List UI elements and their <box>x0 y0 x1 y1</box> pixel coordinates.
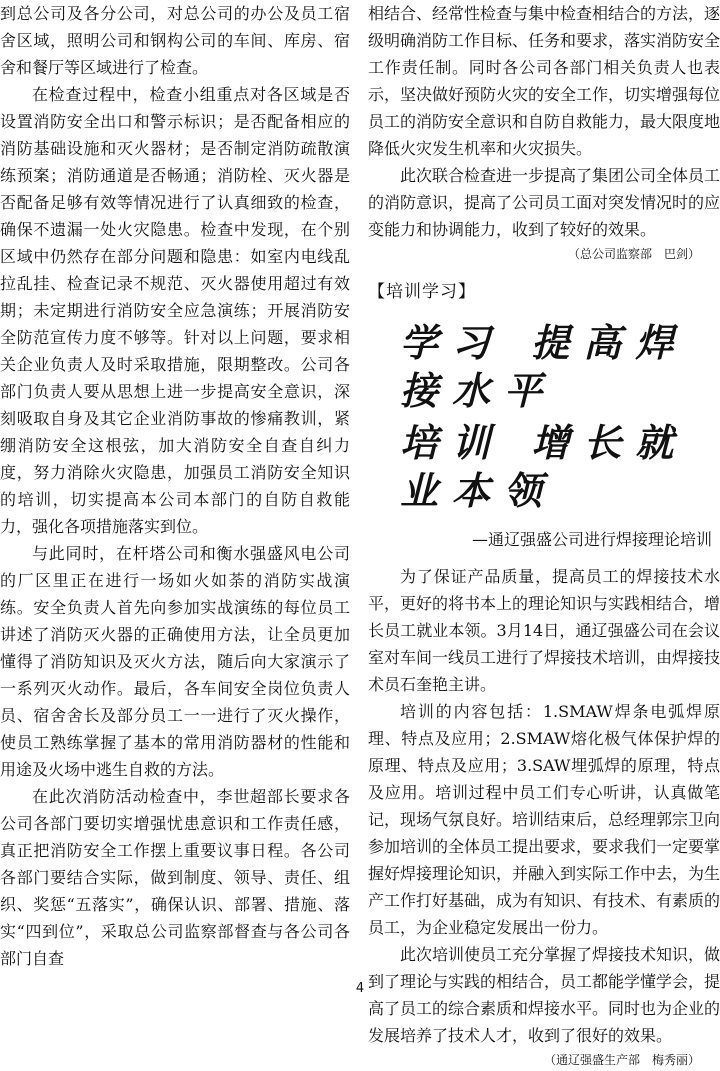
headline-line-1: 学习 提高焊接水平 <box>400 320 688 413</box>
right-paragraph-5: 此次培训使员工充分掌握了焊接技术知识，做到了理论与实践的相结合，员工都能学懂学会，提高了员工的综合素质和焊接水平。同时也为企业的发展培养了技术人才，收到了很好的效果。 <box>368 945 720 1045</box>
left-paragraph-3: 与此同时，在杆塔公司和衡水强盛风电公司的厂区里正在进行一场如火如荼的消防实战演练。安全负责人首先向参加实战演练的每位员工讲述了消防灭火器的正确使用方法，让全员更加懂得了消防知识及灭火方法，随后向大家演示了一系列灭火动作。最后，各车间安全岗位负责人员、宿舍舍长及部分员工一一进行了灭火操作，使员工熟练掌握了基本的常用消防器材的性能和用途及火场中逃生自救的方法。 <box>0 544 350 779</box>
right-paragraph-1: 相结合、经常性检查与集中检查相结合的方法，逐级明确消防工作目标、任务和要求，落实消防安全工作责任制。同时各公司各部门相关负责人也表示，坚决做好预防火灾的安全工作，切实增强每位员工的消防安全意识和自防自救能力，最大限度地降低火灾发生机率和火灾损失。 <box>368 4 720 158</box>
article-subtitle: —通辽强盛公司进行焊接理论培训 <box>471 530 712 549</box>
left-column <box>0 0 350 972</box>
page-number: 4 <box>355 981 365 996</box>
left-paragraph-4: 在此次消防活动检查中，李世超部长要求各公司各部门要切实增强忧患意识和工作责任感，真正把消防安全工作摆上重要议事日程。各公司各部门要结合实际，做到制度、领导、责任、组织、奖惩“五落实”，确保认识、部署、措施、落实“四到位”，采取总公司监察部督查与各公司各部门自查 <box>0 787 350 968</box>
headline-line-2: 培训 增长就业本领 <box>400 420 688 513</box>
section-tag: 【培训学习】 <box>368 282 476 302</box>
article-credit-1: （总公司监察部 巴剑） <box>567 247 700 261</box>
right-column <box>368 0 720 1071</box>
right-paragraph-3: 为了保证产品质量，提高员工的焊接技术水平，更好的将书本上的理论知识与实践相结合，增长员工就业本领。3月14日，通辽强盛公司在会议室对车间一线员工进行了焊接技术培训，由焊接技术员石奎艳主讲。 <box>368 567 720 694</box>
left-paragraph-2: 在检查过程中，检查小组重点对各区域是否设置消防安全出口和警示标识；是否配备相应的消防基础设施和灭火器材；是否制定消防疏散演练预案；消防通道是否畅通；消防栓、灭火器是否配备足够有效等情况进行了认真细致的检查，确保不遗漏一处火灾隐患。检查中发现，在个别区域中仍然存在部分问题和隐患：如室内电线乱拉乱挂、检查记录不规范、灭火器使用超过有效期；未定期进行消防安全应急演练；开展消防安全防范宣传力度不够等。针对以上问题，要求相关企业负责人及时采取措施，限期整改。公司各部门负责人要从思想上进一步提高安全意识，深刻吸取自身及其它企业消防事故的惨痛教训，紧绷消防安全这根弦，加大消防安全自查自纠力度，努力消除火灾隐患，加强员工消防安全知识的培训，切实提高本公司本部门的自防自救能力，强化各项措施落实到位。 <box>0 85 350 536</box>
right-paragraph-2: 此次联合检查进一步提高了集团公司全体员工的消防意识，提高了公司员工面对突发情况时的应变能力和协调能力，收到了较好的效果。 <box>368 166 720 239</box>
left-paragraph-1: 到总公司及各分公司，对总公司的办公及员工宿舍区域，照明公司和钢构公司的车间、库房、宿舍和餐厅等区域进行了检查。 <box>0 4 350 77</box>
right-paragraph-4: 培训的内容包括：1.SMAW焊条电弧焊原理、特点及应用；2.SMAW熔化极气体保护焊的原理、特点及应用；3.SAW埋弧焊的原理，特点及应用。培训过程中员工们专心听讲，认真做笔记，现场气氛良好。培训结束后，总经理郭宗卫向参加培训的全体员工提出要求，要求我们一定要掌握好焊接理论知识，并融入到实际工作中去，为生产工作打好基础，成为有知识、有技术、有素质的员工，为企业稳定发展出一份力。 <box>368 702 720 937</box>
article-credit-2: （通辽强盛生产部 梅秀丽） <box>543 1053 700 1067</box>
